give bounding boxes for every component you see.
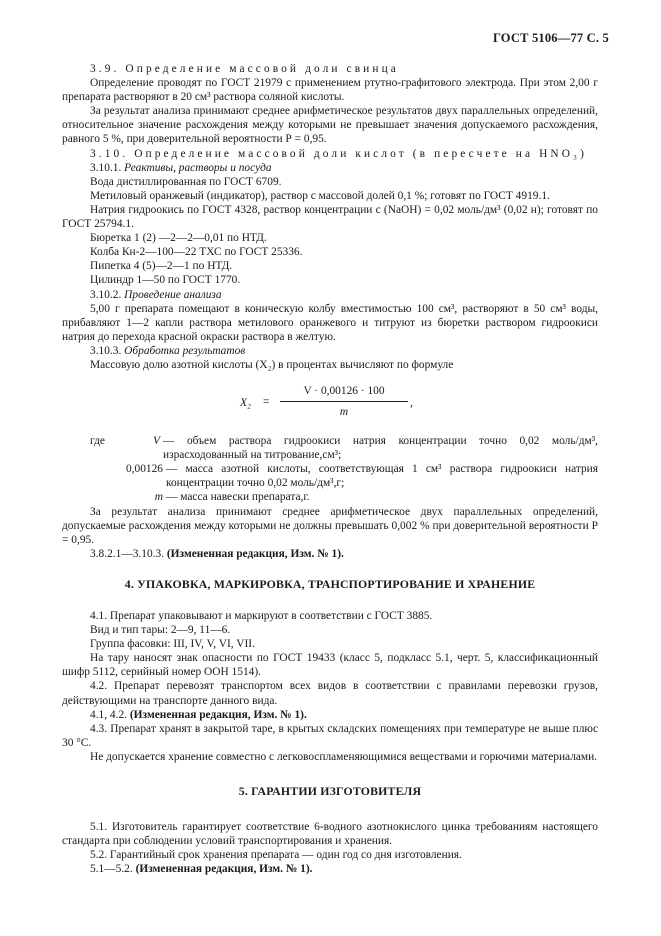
section-3-10-2-heading <box>62 288 598 302</box>
section-5-para: 5.1. Изготовитель гарантирует соответствие 6-водного азотнокислого цинка требованиям настоящего стандарта при соблюдении условий транспортирования и хранения. <box>62 821 598 848</box>
where-definition: — объем раствора гидроокиси натрия концентрации точно 0,02 моль/дм³, израсходованный на титрование,см³; <box>163 435 598 462</box>
equipment-item: Цилиндр 1—50 по ГОСТ 1770. <box>90 274 241 287</box>
section-number: 3.10.1. <box>90 161 125 174</box>
section-4-para: 4.1. Препарат упаковывают и маркируют в соответствии с ГОСТ 3885. <box>90 610 433 622</box>
procedure-paragraph: 5,00 г препарата помещают в коническую колбу вместимостью 100 см³, растворяют в 50 см³ воды, прибавляют 1—2 капли раствора метилового оранжевого и титруют из бюретки раствором гидроокиси натрия до перехода красной окраски раствора в желтую. <box>62 302 598 343</box>
reagent-item: Метиловый оранжевый (индикатор), раствор с массовой долей 0,1 %; готовят по ГОСТ 4919.1. <box>90 189 550 202</box>
where-symbol: V <box>153 435 160 448</box>
section-4-para: 4.2. Препарат перевозят транспортом всех видов в соответствии с правилами перевозки грузов, действующими на транспорте данного вида. <box>62 680 598 707</box>
equipment-item: Бюретка 1 (2) —2—2—0,01 по НТД. <box>90 232 267 245</box>
edit-note <box>62 547 598 561</box>
where-definition: — масса азотной кислоты, соответствующая 1 см³ раствора гидроокиси натрия концентрации точно 0,02 моль/дм³,г; <box>166 463 598 490</box>
page-header: ГОСТ 5106—77 С. 5 <box>492 31 609 45</box>
formula-lhs: X₂ <box>240 397 251 410</box>
section-4-title: 4. УПАКОВКА, МАРКИРОВКА, ТРАНСПОРТИРОВАНИЕ И ХРАНЕНИЕ <box>124 576 536 591</box>
where-row <box>62 462 598 490</box>
equipment-item: Пипетка 4 (5)—2—1 по НТД. <box>90 260 233 273</box>
equipment-item: Колба Кн-2—100—22 ТХС по ГОСТ 25336. <box>90 246 303 259</box>
section-4-para: 4.3. Препарат хранят в закрытой таре, в крытых складских помещениях при температуре не выше плюс 30 °С. <box>62 722 598 749</box>
where-symbol: 0,00126 <box>125 463 163 476</box>
section-3-10-title: 3.10. Определение массовой доли кислот (в пересчете на HNO₃) <box>90 147 588 160</box>
edit-label: (Измененная редакция, Изм. № 1). <box>129 708 307 721</box>
section-5-title: 5. ГАРАНТИИ ИЗГОТОВИТЕЛЯ <box>238 784 422 799</box>
edit-ref: 4.1, 4.2. <box>90 708 130 721</box>
section-3-10-1-heading <box>62 161 598 175</box>
where-label: где <box>90 435 105 448</box>
section-3-9-para-2: За результат анализа принимают среднее арифметическое результатов двух параллельных определений, относительное значение расхождения между которыми не превышает значения допускаемого расхождения, равного 5 %, при доверительной вероятности Р = 0,95. <box>62 105 598 146</box>
edit-note <box>62 862 598 876</box>
section-4-para: Группа фасовки: III, IV, V, VI, VII. <box>90 638 255 651</box>
result-paragraph: За результат анализа принимают среднее арифметическое двух параллельных определений, допускаемые расхождения между которыми не должны превышать 0,002 % при доверительной вероятности Р = 0,95. <box>62 505 598 546</box>
section-4-para: На тару наносят знак опасности по ГОСТ 19433 (класс 5, подкласс 5.1, черт. 5, классификационный шифр 5112, серийный номер ООН 1514). <box>62 652 598 679</box>
formula-tail: , <box>410 397 413 410</box>
section-3-10-3-heading <box>62 344 598 358</box>
section-5-para: 5.2. Гарантийный срок хранения препарата — один год со дня изготовления. <box>90 849 462 862</box>
section-number: 3.10.2. <box>90 288 125 301</box>
where-row <box>62 490 598 504</box>
formula-denominator: m <box>339 406 349 419</box>
reagent-item: Натрия гидроокись по ГОСТ 4328, раствор концентрации с (NaOH) = 0,02 моль/дм³ (0,02 н); готовят по ГОСТ 25794.1. <box>62 203 598 231</box>
section-4-para: Не допускается хранение совместно с легковоспламеняющимися веществами и горючими материалами. <box>90 750 598 763</box>
section-4-para: Вид и тип тары: 2—9, 11—6. <box>90 624 231 637</box>
edit-label: (Измененная редакция, Изм. № 1). <box>135 863 313 876</box>
edit-ref: 3.8.2.1—3.10.3. <box>90 547 167 560</box>
section-3-10-3-title: Обработка результатов <box>124 344 246 357</box>
formula <box>62 378 598 428</box>
reagent-item: Вода дистиллированная по ГОСТ 6709. <box>90 175 282 188</box>
edit-note <box>62 708 598 722</box>
section-3-10-2-title: Проведение анализа <box>124 288 222 301</box>
where-row <box>62 434 598 462</box>
section-number: 3.10.3. <box>90 344 125 357</box>
where-symbol: m <box>154 491 163 504</box>
formula-equals: = <box>263 396 270 409</box>
section-3-10-1-title: Реактивы, растворы и посуда <box>124 161 272 174</box>
edit-ref: 5.1—5.2. <box>90 863 136 876</box>
formula-numerator: V · 0,00126 · 100 <box>303 385 385 398</box>
section-3-9-para-1: Определение проводят по ГОСТ 21979 с применением ртутно-графитового электрода. При этом 2,00 г препарата растворяют в 20 см³ раствора соляной кислоты. <box>62 77 598 104</box>
edit-label: (Измененная редакция, Изм. № 1). <box>166 547 344 560</box>
where-definition: — масса навески препарата,г. <box>166 491 310 504</box>
document-body <box>62 62 598 877</box>
section-3-9-title: 3.9. Определение массовой доли свинца <box>90 63 399 75</box>
calculation-intro: Массовую долю азотной кислоты (X₂) в процентах вычисляют по формуле <box>90 358 454 371</box>
fraction-bar <box>280 401 408 402</box>
